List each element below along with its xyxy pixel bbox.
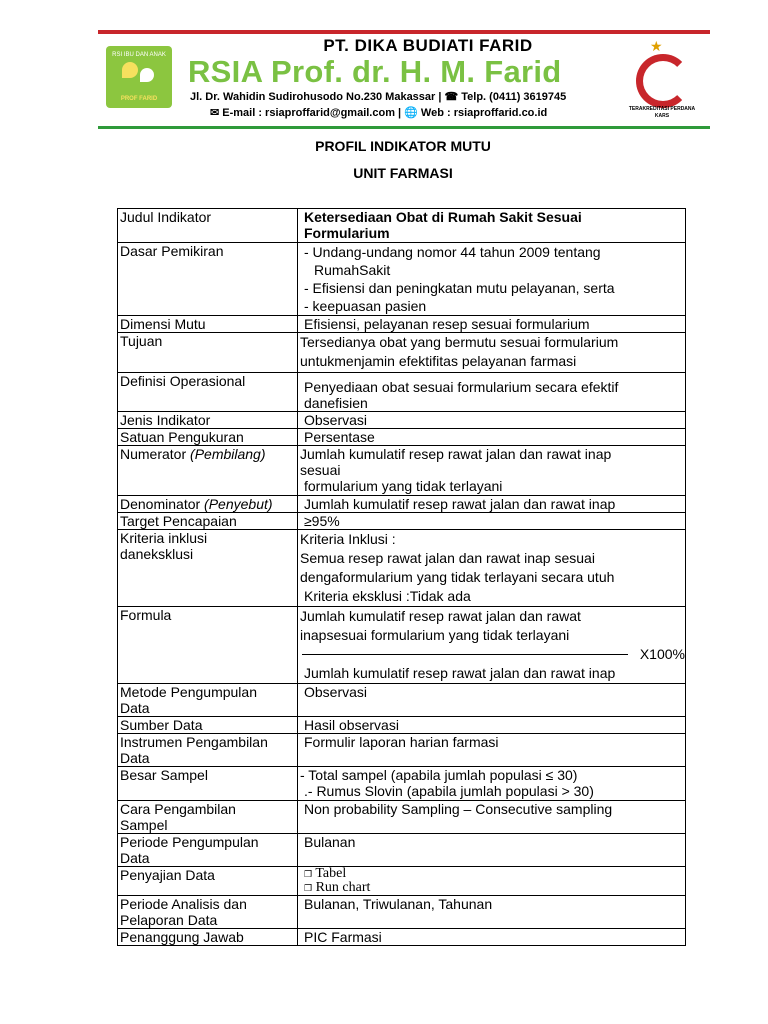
row-value bbox=[298, 929, 686, 946]
value-line: - Undang-undang nomor 44 tahun 2009 tentang bbox=[304, 244, 601, 260]
table-row bbox=[118, 496, 686, 513]
row-label: Sumber Data bbox=[118, 717, 298, 734]
table-row bbox=[118, 513, 686, 530]
row-label: Judul Indikator bbox=[118, 209, 298, 243]
label-text: daneksklusi bbox=[120, 546, 194, 562]
label-text: Metode Pengumpulan bbox=[120, 684, 257, 700]
value-line: - Efisiensi dan peningkatan mutu pelayanan, serta bbox=[304, 280, 615, 296]
row-value bbox=[298, 209, 686, 243]
row-label bbox=[118, 834, 298, 867]
row-value bbox=[298, 429, 686, 446]
table-row bbox=[118, 767, 686, 801]
value-line: Observasi bbox=[304, 684, 368, 700]
row-label: Formula bbox=[118, 607, 298, 684]
checkbox-icon: ❒ bbox=[304, 883, 313, 893]
value-line: inapsesuai formularium yang tidak terlayani bbox=[300, 627, 570, 643]
row-label: Penyajian Data bbox=[118, 867, 298, 896]
value-line: PIC Farmasi bbox=[304, 929, 382, 945]
logo-leaf-shape bbox=[140, 68, 154, 82]
row-value bbox=[298, 530, 686, 607]
table-row bbox=[118, 446, 686, 496]
row-value bbox=[298, 867, 686, 896]
row-value bbox=[298, 801, 686, 834]
company-name: PT. DIKA BUDIATI FARID bbox=[323, 36, 533, 55]
row-value bbox=[298, 607, 686, 684]
row-label: Target Pencapaian bbox=[118, 513, 298, 530]
table-row bbox=[118, 607, 686, 684]
label-text: Data bbox=[120, 850, 150, 866]
row-value bbox=[298, 767, 686, 801]
row-value bbox=[298, 896, 686, 929]
value-line: Tersedianya obat yang bermutu sesuai formularium bbox=[300, 334, 619, 350]
label-text: Pelaporan Data bbox=[120, 912, 218, 928]
table-row bbox=[118, 243, 686, 316]
row-label: Besar Sampel bbox=[118, 767, 298, 801]
table-row bbox=[118, 867, 686, 896]
logo-leaf-shape bbox=[122, 62, 138, 78]
hospital-logo bbox=[106, 46, 172, 108]
value-line: Persentase bbox=[304, 429, 375, 445]
list-item bbox=[304, 867, 685, 881]
value-line: Hasil observasi bbox=[304, 717, 399, 733]
table-row bbox=[118, 316, 686, 333]
star-icon: ★ bbox=[650, 38, 663, 54]
value-line: - keepuasan pasien bbox=[304, 298, 427, 314]
label-note: (Pembilang) bbox=[190, 446, 266, 462]
table-row bbox=[118, 834, 686, 867]
value-line: Jumlah kumulatif resep rawat jalan dan rawat inap bbox=[300, 446, 612, 462]
table-row bbox=[118, 896, 686, 929]
value-line: Kriteria eksklusi :Tidak ada bbox=[304, 588, 471, 604]
value-line: Formularium bbox=[304, 225, 390, 241]
value-line: formularium yang tidak terlayani bbox=[304, 478, 503, 494]
row-label bbox=[118, 496, 298, 513]
row-label bbox=[118, 896, 298, 929]
table-row bbox=[118, 717, 686, 734]
row-value bbox=[298, 834, 686, 867]
row-label bbox=[118, 801, 298, 834]
row-value bbox=[298, 446, 686, 496]
fraction-bar bbox=[302, 645, 628, 655]
row-value bbox=[298, 333, 686, 373]
row-label bbox=[118, 684, 298, 717]
value-line: ≥95% bbox=[304, 513, 340, 529]
label-text: Data bbox=[120, 750, 150, 766]
table-row bbox=[118, 333, 686, 373]
value-line: sesuai bbox=[300, 462, 341, 478]
list-item bbox=[304, 881, 685, 895]
value-line: Jumlah kumulatif resep rawat jalan dan rawat inap bbox=[304, 665, 616, 681]
value-line: RumahSakit bbox=[314, 262, 391, 278]
table-row bbox=[118, 929, 686, 946]
label-text: Kriteria inklusi bbox=[120, 530, 208, 546]
row-value bbox=[298, 734, 686, 767]
value-line: Kriteria Inklusi : bbox=[300, 531, 396, 547]
accreditation-caption: TERAKREDITASI PERDANA KARS bbox=[628, 106, 696, 119]
label-text: Denominator bbox=[120, 496, 201, 512]
row-label: Penanggung Jawab bbox=[118, 929, 298, 946]
table-row bbox=[118, 209, 686, 243]
table-row bbox=[118, 684, 686, 717]
row-label: Definisi Operasional bbox=[118, 373, 298, 412]
row-value bbox=[298, 373, 686, 412]
label-text: Cara Pengambilan bbox=[120, 801, 236, 817]
row-label: Dimensi Mutu bbox=[118, 316, 298, 333]
label-text: Sampel bbox=[120, 817, 168, 833]
indicator-profile-table bbox=[117, 208, 686, 946]
row-label: Tujuan bbox=[118, 333, 298, 373]
accreditation-ring-icon bbox=[636, 54, 690, 108]
logo-text-bottom: PROF FARID bbox=[120, 96, 158, 102]
value-line: - Total sampel (apabila jumlah populasi ≤ 30) bbox=[300, 767, 578, 783]
row-label bbox=[118, 734, 298, 767]
value-line: Efisiensi, pelayanan resep sesuai formularium bbox=[304, 316, 590, 332]
row-label bbox=[118, 530, 298, 607]
label-text: Data bbox=[120, 700, 150, 716]
value-line: Run chart bbox=[315, 880, 371, 895]
row-value bbox=[298, 496, 686, 513]
row-label: Jenis Indikator bbox=[118, 412, 298, 429]
letterhead bbox=[98, 30, 710, 129]
row-value bbox=[298, 717, 686, 734]
address-line: Jl. Dr. Wahidin Sudirohusodo No.230 Makassar | ☎ Telp. (0411) 3619745 bbox=[190, 91, 567, 103]
table-row bbox=[118, 429, 686, 446]
value-line: untukmenjamin efektifitas pelayanan farmasi bbox=[300, 353, 577, 369]
value-line: Observasi bbox=[304, 412, 368, 428]
formula-multiplier: X100% bbox=[639, 646, 685, 662]
value-line: Ketersediaan Obat di Rumah Sakit Sesuai bbox=[304, 209, 582, 225]
value-line: dengaformularium yang tidak terlayani secara utuh bbox=[300, 569, 615, 585]
label-text: Numerator bbox=[120, 446, 187, 462]
logo-text-top: RSI IBU DAN ANAK bbox=[112, 52, 166, 58]
table-row bbox=[118, 412, 686, 429]
accreditation-logo bbox=[622, 38, 702, 122]
table-row bbox=[118, 373, 686, 412]
hospital-name: RSIA Prof. dr. H. M. Farid bbox=[188, 54, 562, 89]
row-value bbox=[298, 412, 686, 429]
row-value bbox=[298, 513, 686, 530]
value-line: .- Rumus Slovin (apabila jumlah populasi > 30) bbox=[304, 783, 594, 799]
formula-fraction-line bbox=[300, 645, 685, 664]
row-label bbox=[118, 446, 298, 496]
value-line: Formulir laporan harian farmasi bbox=[304, 734, 499, 750]
value-line: Penyediaan obat sesuai formularium secara efektif bbox=[304, 379, 619, 395]
row-value bbox=[298, 316, 686, 333]
row-value bbox=[298, 684, 686, 717]
value-line: Non probability Sampling – Consecutive sampling bbox=[304, 801, 613, 817]
value-line: Tabel bbox=[315, 866, 347, 881]
table-row bbox=[118, 801, 686, 834]
value-line: Semua resep rawat jalan dan rawat inap sesuai bbox=[300, 550, 595, 566]
value-line: Jumlah kumulatif resep rawat jalan dan rawat bbox=[300, 608, 581, 624]
document-subtitle: UNIT FARMASI bbox=[353, 165, 453, 181]
value-line: Bulanan, Triwulanan, Tahunan bbox=[304, 896, 493, 912]
value-line: Jumlah kumulatif resep rawat jalan dan rawat inap bbox=[304, 496, 616, 512]
label-text: Periode Pengumpulan bbox=[120, 834, 259, 850]
value-line: Bulanan bbox=[304, 834, 356, 850]
label-text: Periode Analisis dan bbox=[120, 896, 247, 912]
value-line: danefisien bbox=[304, 395, 368, 411]
label-note: (Penyebut) bbox=[204, 496, 273, 512]
row-label: Satuan Pengukuran bbox=[118, 429, 298, 446]
row-label: Dasar Pemikiran bbox=[118, 243, 298, 316]
document-title: PROFIL INDIKATOR MUTU bbox=[315, 138, 491, 154]
contact-line: ✉ E-mail : rsiaproffarid@gmail.com | 🌐 Web : rsiaproffarid.co.id bbox=[210, 107, 548, 119]
table-row bbox=[118, 530, 686, 607]
label-text: Instrumen Pengambilan bbox=[120, 734, 268, 750]
row-value bbox=[298, 243, 686, 316]
table-row bbox=[118, 734, 686, 767]
checkbox-icon: ❒ bbox=[304, 869, 313, 879]
